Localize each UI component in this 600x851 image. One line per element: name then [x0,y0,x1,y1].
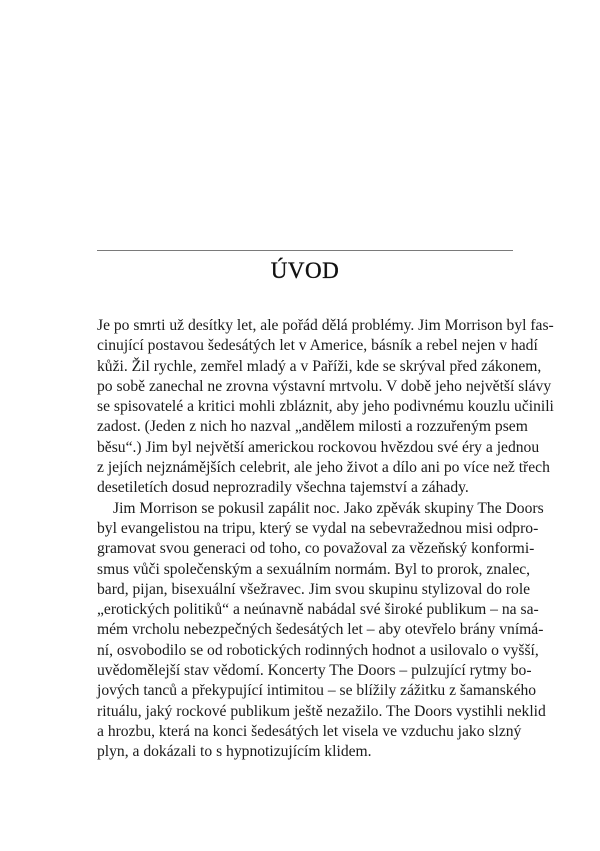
text-line: rituálu, jaký rockové publikum ještě nezažilo. The Doors vystihli neklid [97,702,546,720]
text-line: běsu“.) Jim byl největší americkou rockovou hvězdou své éry a jednou [97,438,540,456]
text-line: mém vrcholu nebezpečných šedesátých let – aby otevřelo brány vnímá- [97,621,544,639]
text-line: byl evangelistou na tripu, který se vydal na sebevražednou misi odpro- [97,519,539,537]
text-line: se spisovatelé a kritici mohli zbláznit, aby jeho podivnému kouzlu učinili [97,398,554,416]
text-line: „erotických politiků“ a neúnavně nabádal své široké publikum – na sa- [97,601,539,619]
text-line: z jejích nejznámějších celebrit, ale jeho život a dílo ani po více než třech [97,459,550,477]
text-line: cinující postavou šedesátých let v Americe, básník a rebel nejen v hadí [97,337,538,355]
text-line: plyn, a dokázali to s hypnotizujícím klidem. [97,743,372,761]
chapter-rule [97,250,513,251]
chapter-body [97,316,554,763]
text-line: Je po smrti už desítky let, ale pořád dělá problémy. Jim Morrison byl fas- [97,317,554,334]
paragraph-2 [97,499,546,763]
text-line: zadost. (Jeden z nich ho nazval „andělem milosti a rozzuřeným psem [97,418,528,436]
text-line: po sobě zanechal ne zrovna výstavní mrtvolu. V době jeho největší slávy [97,377,552,395]
paragraph-1 [97,316,554,499]
text-line: bard, pijan, bisexuální všežravec. Jim svou skupinu stylizoval do role [97,580,531,598]
text-line: ní, osvobodilo se od robotických rodinných hodnot a usilovalo o vyšší, [97,641,539,659]
text-line: gramovat svou generaci od toho, co považoval za vězeňský konformi- [97,540,535,558]
text-line: Jim Morrison se pokusil zapálit noc. Jako zpěvák skupiny The Doors [113,499,544,517]
chapter-title: ÚVOD [270,258,340,283]
text-line: uvědomělejší stav vědomí. Koncerty The Doors – pulzující rytmy bo- [97,662,532,680]
text-line: kůži. Žil rychle, zemřel mladý a v Paříži, kde se skrýval před zákonem, [97,357,542,375]
text-line: a hrozbu, která na konci šedesátých let visela ve vzduchu jako slzný [97,722,522,740]
text-line: desetiletích dosud neprozradily všechna tajemství a záhady. [97,479,469,497]
text-line: smus vůči společenským a sexuálním normám. Byl to prorok, znalec, [97,560,531,578]
text-line: jových tanců a překypující intimitou – se blížily zážitku z šamanského [97,682,537,700]
